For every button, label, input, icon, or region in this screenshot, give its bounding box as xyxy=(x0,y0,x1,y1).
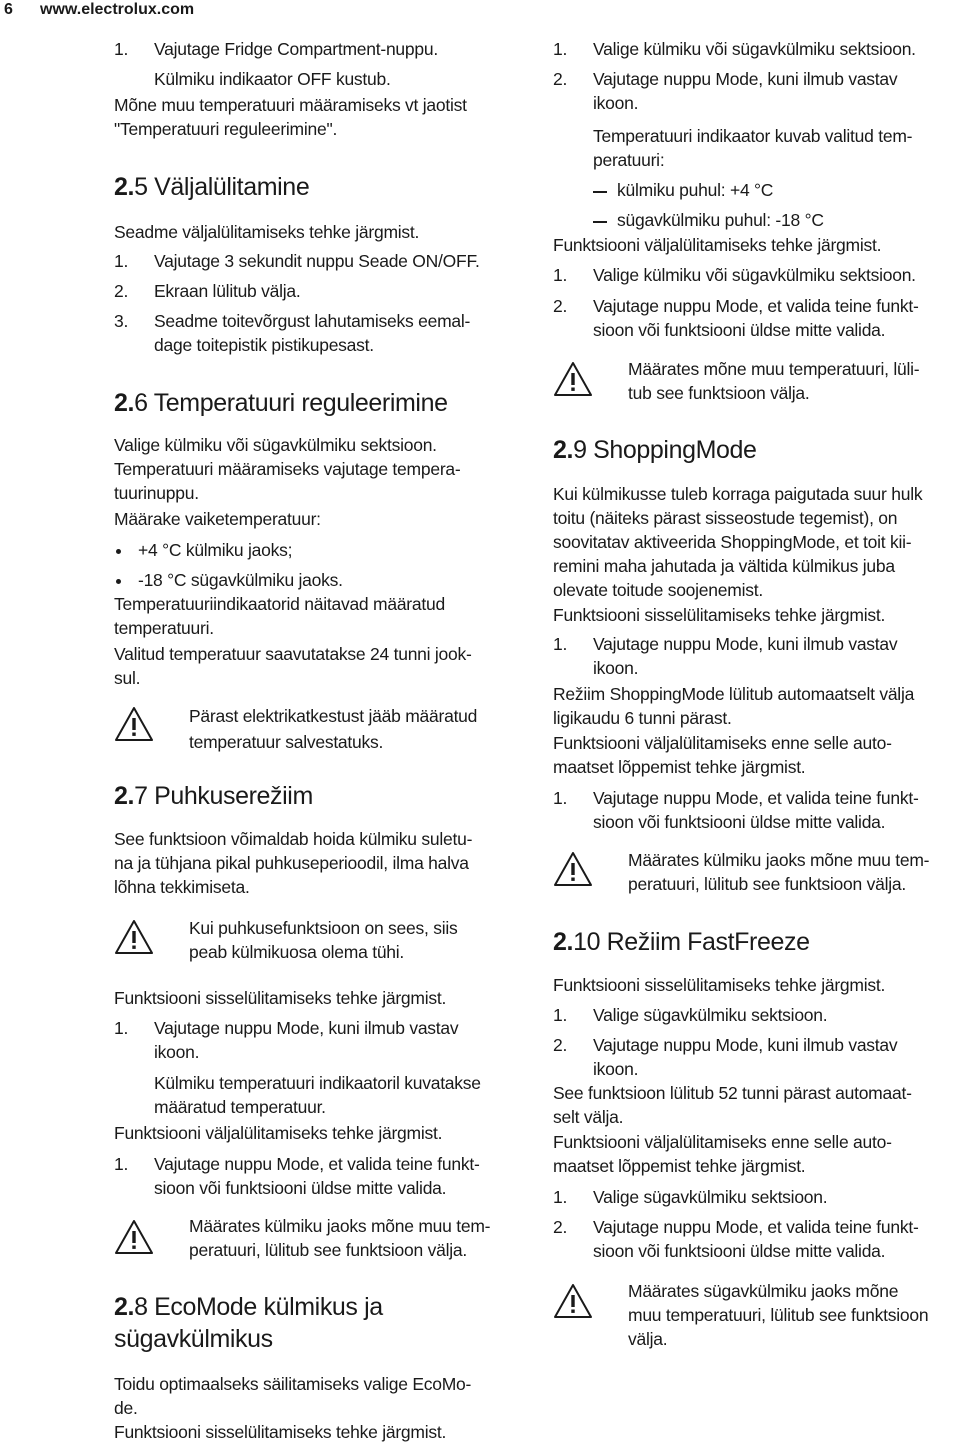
step-subtext: peratuuri: xyxy=(593,150,665,170)
paragraph: See funktsioon lülitub 52 tunni pärast automaat- xyxy=(553,1083,912,1103)
warning-icon xyxy=(553,1283,593,1319)
warning-text: Pärast elektrikatkestust jääb määratud xyxy=(189,706,478,726)
warning-icon xyxy=(114,919,154,955)
warning-text: temperatuur salvestatuks. xyxy=(189,732,384,752)
step-text: ikoon. xyxy=(593,1059,639,1079)
warning-icon xyxy=(114,706,154,742)
paragraph: toitu (näiteks pärast sisseostude tegemist), on xyxy=(553,508,898,528)
page-header xyxy=(0,0,960,24)
paragraph: ligikaudu 6 tunni pärast. xyxy=(553,708,732,728)
section-heading-2-10: 2.10 Režiim FastFreeze xyxy=(553,928,810,956)
section-heading-2-5: 2.5 Väljalülitamine xyxy=(114,173,310,201)
step-text: Ekraan lülitub välja. xyxy=(154,281,301,301)
paragraph: Funktsiooni sisselülitamiseks tehke järgmist. xyxy=(553,975,886,995)
paragraph: na ja tühjana pikal puhkuseperioodil, ilma halva xyxy=(114,853,469,873)
step-number: 1. xyxy=(114,39,129,59)
step-subtext: Külmiku temperatuuri indikaatoril kuvatakse xyxy=(154,1073,481,1093)
paragraph: Funktsiooni sisselülitamiseks tehke järgmist. xyxy=(553,605,886,625)
section-heading-2-6: 2.6 Temperatuuri reguleerimine xyxy=(114,389,448,417)
warning-text: Määrates sügavkülmiku jaoks mõne xyxy=(628,1281,899,1301)
note-text: Mõne muu temperatuuri määramiseks vt jaotist xyxy=(114,95,467,115)
step-number: 2. xyxy=(553,69,568,89)
paragraph: sul. xyxy=(114,668,141,688)
step-number: 1. xyxy=(114,251,129,271)
step-number: 2. xyxy=(114,281,129,301)
section-heading-2-8: 2.8 EcoMode külmikus ja xyxy=(114,1293,383,1321)
paragraph: Funktsiooni väljalülitamiseks enne selle auto- xyxy=(553,1132,892,1152)
paragraph: Kui külmikusse tuleb korraga paigutada suur hulk xyxy=(553,484,923,504)
step-number: 1. xyxy=(553,1005,568,1025)
paragraph: de. xyxy=(114,1398,138,1418)
warning-text: peratuuri, lülitub see funktsioon välja. xyxy=(628,874,906,894)
paragraph: Funktsiooni sisselülitamiseks tehke järgmist. xyxy=(114,988,447,1008)
step-number: 2. xyxy=(553,296,568,316)
step-number: 2. xyxy=(553,1217,568,1237)
step-number: 1. xyxy=(553,39,568,59)
step-number: 1. xyxy=(114,1154,129,1174)
site-url: www.electrolux.com xyxy=(40,1,195,18)
step-text: sioon või funktsiooni üldse mitte valida. xyxy=(593,1241,886,1261)
step-text: sioon või funktsiooni üldse mitte valida. xyxy=(593,320,886,340)
paragraph: See funktsioon võimaldab hoida külmiku suletu- xyxy=(114,829,473,849)
step-number: 1. xyxy=(553,1187,568,1207)
warning-icon xyxy=(553,851,593,887)
warning-icon xyxy=(553,361,593,397)
paragraph: Valige külmiku või sügavkülmiku sektsioon. xyxy=(114,435,437,455)
step-text: Vajutage Fridge Compartment-nuppu. xyxy=(154,39,438,59)
step-text: Valige sügavkülmiku sektsioon. xyxy=(593,1005,828,1025)
bullet-icon xyxy=(116,549,121,554)
step-number: 1. xyxy=(553,265,568,285)
dash-icon xyxy=(593,221,607,223)
paragraph: maatset lõppemist tehke järgmist. xyxy=(553,1156,806,1176)
list-item: +4 °C külmiku jaoks; xyxy=(138,540,293,560)
step-text: Vajutage nuppu Mode, kuni ilmub vastav xyxy=(593,634,898,654)
step-text: Valige sügavkülmiku sektsioon. xyxy=(593,1187,828,1207)
warning-text: Määrates mõne muu temperatuuri, lüli- xyxy=(628,359,920,379)
list-item: külmiku puhul: +4 °C xyxy=(617,180,774,200)
step-text: Valige külmiku või sügavkülmiku sektsioon. xyxy=(593,265,916,285)
warning-text: muu temperatuuri, lülitub see funktsioon xyxy=(628,1305,929,1325)
step-subtext: Külmiku indikaator OFF kustub. xyxy=(154,69,391,89)
paragraph: tuurinuppu. xyxy=(114,483,199,503)
paragraph: Temperatuuriindikaatorid näitavad määratud xyxy=(114,594,445,614)
list-item: sügavkülmiku puhul: -18 °C xyxy=(617,210,824,230)
paragraph: Funktsiooni väljalülitamiseks tehke järgmist. xyxy=(114,1123,443,1143)
bullet-icon xyxy=(116,579,121,584)
step-text: ikoon. xyxy=(593,93,639,113)
note-text: "Temperatuuri reguleerimine". xyxy=(114,119,338,139)
step-text: Vajutage nuppu Mode, et valida teine funkt- xyxy=(593,296,919,316)
paragraph: lõhna tekkimiseta. xyxy=(114,877,250,897)
paragraph: selt välja. xyxy=(553,1107,624,1127)
paragraph: olevate toitude soojenemist. xyxy=(553,580,763,600)
step-text: Vajutage nuppu Mode, kuni ilmub vastav xyxy=(593,1035,898,1055)
step-text: Vajutage nuppu Mode, kuni ilmub vastav xyxy=(593,69,898,89)
step-text: Vajutage nuppu Mode, et valida teine funkt- xyxy=(593,1217,919,1237)
page-number: 6 xyxy=(4,1,13,18)
warning-text: Määrates külmiku jaoks mõne muu tem- xyxy=(628,850,930,870)
warning-text: tub see funktsioon välja. xyxy=(628,383,810,403)
warning-text: Määrates külmiku jaoks mõne muu tem- xyxy=(189,1216,491,1236)
paragraph: Toidu optimaalseks säilitamiseks valige EcoMo- xyxy=(114,1374,472,1394)
paragraph: Režiim ShoppingMode lülitub automaatselt välja xyxy=(553,684,915,704)
paragraph: Temperatuuri määramiseks vajutage tempera- xyxy=(114,459,461,479)
warning-icon xyxy=(114,1219,154,1255)
step-subtext: Temperatuuri indikaator kuvab valitud tem- xyxy=(593,126,913,146)
step-text: Vajutage nuppu Mode, kuni ilmub vastav xyxy=(154,1018,459,1038)
step-number: 1. xyxy=(553,634,568,654)
section-heading-2-9: 2.9 ShoppingMode xyxy=(553,436,757,464)
step-text: Vajutage 3 sekundit nuppu Seade ON/OFF. xyxy=(154,251,480,271)
step-text: sioon või funktsiooni üldse mitte valida. xyxy=(593,812,886,832)
step-number: 3. xyxy=(114,311,129,331)
warning-text: peab külmikuosa olema tühi. xyxy=(189,942,405,962)
dash-icon xyxy=(593,191,607,193)
step-text: dage toitepistik pistikupesast. xyxy=(154,335,374,355)
warning-text: Kui puhkusefunktsioon on sees, siis xyxy=(189,918,458,938)
step-number: 2. xyxy=(553,1035,568,1055)
paragraph: temperatuuri. xyxy=(114,618,214,638)
step-text: Valige külmiku või sügavkülmiku sektsioon. xyxy=(593,39,916,59)
warning-text: peratuuri, lülitub see funktsioon välja. xyxy=(189,1240,467,1260)
step-number: 1. xyxy=(553,788,568,808)
paragraph: maatset lõppemist tehke järgmist. xyxy=(553,757,806,777)
paragraph: Määrake vaiketemperatuur: xyxy=(114,509,321,529)
step-subtext: määratud temperatuur. xyxy=(154,1097,326,1117)
list-item: -18 °C sügavkülmiku jaoks. xyxy=(138,570,343,590)
step-text: Seadme toitevõrgust lahutamiseks eemal- xyxy=(154,311,471,331)
paragraph: Valitud temperatuur saavutatakse 24 tunni jook- xyxy=(114,644,472,664)
paragraph: Funktsiooni sisselülitamiseks tehke järgmist. xyxy=(114,1422,447,1442)
paragraph: Funktsiooni väljalülitamiseks enne selle auto- xyxy=(553,733,892,753)
step-number: 1. xyxy=(114,1018,129,1038)
section-heading-2-7: 2.7 Puhkuserežiim xyxy=(114,782,313,810)
step-text: Vajutage nuppu Mode, et valida teine funkt- xyxy=(593,788,919,808)
paragraph: Funktsiooni väljalülitamiseks tehke järgmist. xyxy=(553,235,882,255)
section-heading-2-8-line2: sügavkülmikus xyxy=(114,1325,273,1353)
warning-text: välja. xyxy=(628,1329,668,1349)
step-text: Vajutage nuppu Mode, et valida teine funkt- xyxy=(154,1154,480,1174)
paragraph: soovitatav aktiveerida ShoppingMode, et toit kii- xyxy=(553,532,912,552)
paragraph: remini maha jahutada ja vältida külmikus juba xyxy=(553,556,895,576)
step-text: sioon või funktsiooni üldse mitte valida. xyxy=(154,1178,447,1198)
step-text: ikoon. xyxy=(593,658,639,678)
paragraph: Seadme väljalülitamiseks tehke järgmist. xyxy=(114,222,420,242)
step-text: ikoon. xyxy=(154,1042,200,1062)
